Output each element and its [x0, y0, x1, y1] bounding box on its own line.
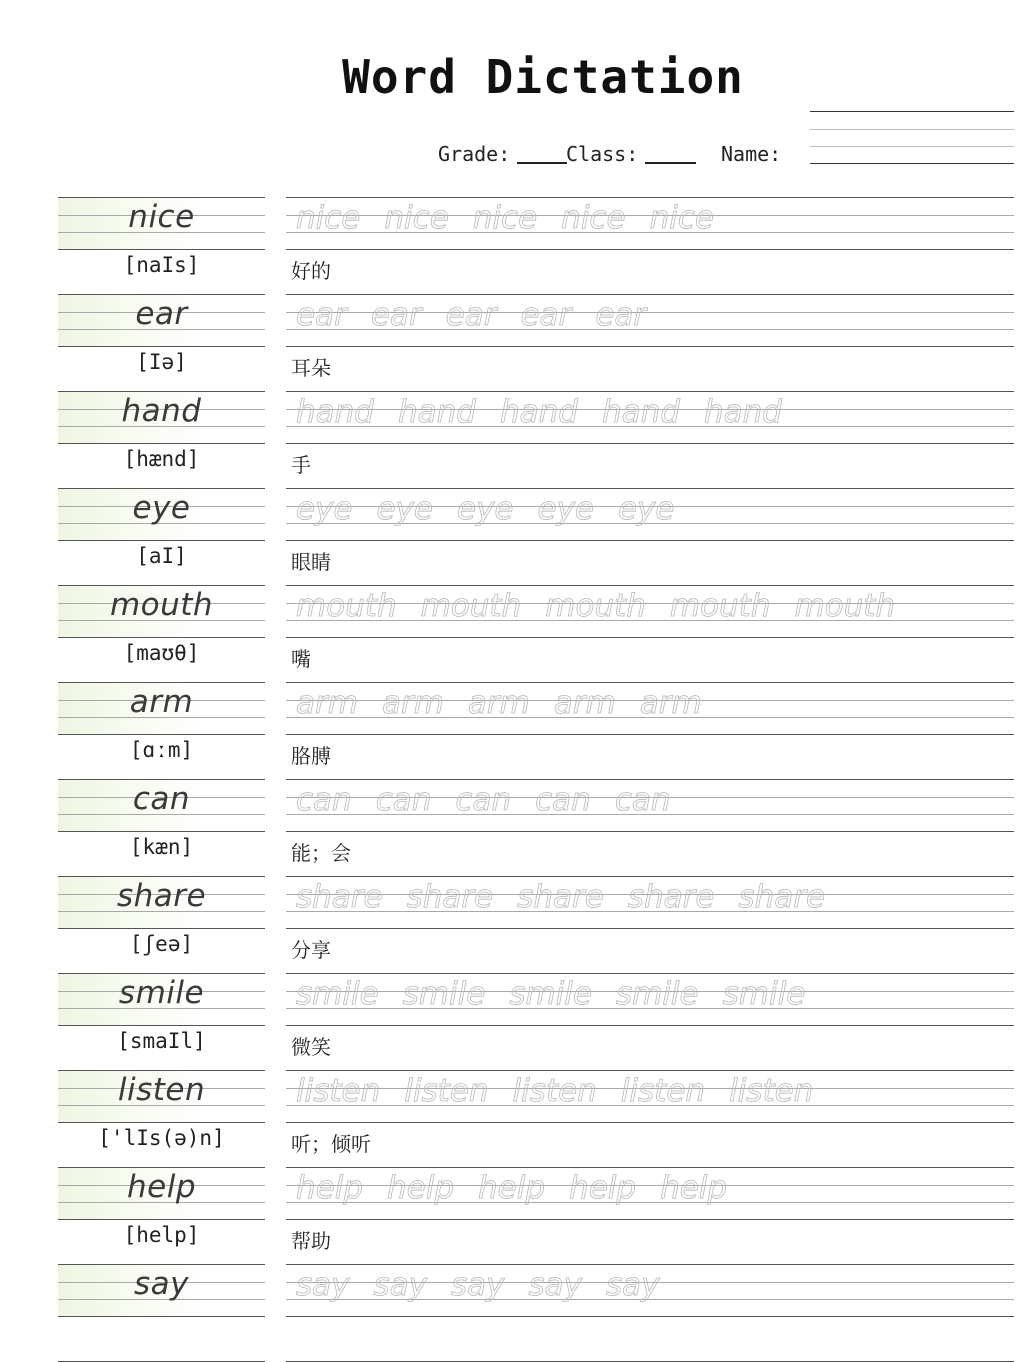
trace-word: ear: [520, 297, 572, 333]
word-guide-line: [58, 1070, 265, 1071]
phonetic-transcription: [smaIl]: [117, 1029, 206, 1053]
practice-guide-line: [286, 249, 1014, 250]
trace-word: ear: [296, 297, 347, 333]
page-title: Word Dictation: [342, 50, 744, 104]
word-guide-line: [58, 973, 265, 974]
practice-guide-line: [286, 585, 1014, 586]
trace-word: share: [296, 879, 383, 915]
tracing-practice-area[interactable]: [296, 491, 1016, 527]
trace-word: nice: [384, 200, 449, 236]
word-guide-line: [58, 831, 265, 832]
trace-word: can: [296, 782, 352, 818]
trace-word: arm: [381, 685, 444, 721]
trace-word: eye: [457, 491, 514, 527]
word-guide-line: [58, 734, 265, 735]
chinese-meaning: 胳膊: [291, 744, 331, 768]
grade-label: Grade:: [438, 142, 511, 166]
word-guide-line: [58, 1167, 265, 1168]
tracing-practice-area[interactable]: [296, 1267, 1016, 1303]
trace-word: eye: [376, 491, 433, 527]
practice-guide-line: [286, 1264, 1014, 1265]
trace-word: share: [517, 879, 604, 915]
trace-word: help: [387, 1170, 455, 1206]
name-label: Name:: [721, 142, 782, 166]
word-guide-line: [58, 488, 265, 489]
practice-guide-line: [286, 294, 1014, 295]
chinese-meaning: 眼睛: [291, 550, 331, 574]
trace-word: help: [478, 1170, 546, 1206]
vocab-word: listen: [117, 1072, 206, 1108]
practice-guide-line: [286, 928, 1014, 929]
trace-word: smile: [615, 976, 699, 1012]
trace-word: nice: [296, 200, 361, 236]
practice-guide-line: [286, 391, 1014, 392]
word-row: [0, 197, 1026, 294]
word-guide-line: [58, 197, 265, 198]
tracing-practice-area[interactable]: [296, 976, 1016, 1012]
trace-word: help: [660, 1170, 728, 1206]
trace-word: mouth: [794, 588, 896, 624]
trace-word: hand: [296, 394, 374, 430]
word-row: [0, 585, 1026, 682]
word-guide-line: [58, 346, 265, 347]
trace-word: mouth: [296, 588, 397, 624]
phonetic-transcription: [naIs]: [123, 253, 200, 277]
trace-word: nice: [472, 200, 538, 236]
trace-word: help: [296, 1170, 364, 1206]
practice-guide-line: [286, 734, 1014, 735]
word-guide-line: [58, 391, 265, 392]
chinese-meaning: 分享: [291, 938, 331, 962]
trace-word: mouth: [545, 588, 646, 624]
tracing-practice-area[interactable]: [296, 588, 1016, 624]
trace-word: listen: [620, 1073, 706, 1109]
word-guide-line: [58, 637, 265, 638]
tracing-practice-area[interactable]: [296, 685, 1016, 721]
trace-word: hand: [499, 394, 578, 430]
word-row: [0, 973, 1026, 1070]
word-guide-line: [58, 1025, 265, 1026]
trace-word: eye: [618, 491, 675, 527]
phonetic-transcription: [help]: [123, 1223, 200, 1247]
phonetic-transcription: [aI]: [136, 544, 187, 568]
trace-word: listen: [296, 1073, 381, 1109]
trace-word: say: [373, 1267, 427, 1303]
practice-guide-line: [286, 443, 1014, 444]
trace-word: share: [406, 879, 494, 915]
trace-word: listen: [512, 1073, 597, 1109]
word-guide-line: [58, 928, 265, 929]
trace-word: can: [375, 782, 432, 818]
practice-guide-line: [286, 1025, 1014, 1026]
practice-guide-line: [286, 831, 1014, 832]
name-writing-lines[interactable]: [810, 110, 1014, 166]
trace-word: say: [451, 1267, 505, 1303]
tracing-practice-area[interactable]: [296, 394, 1016, 430]
practice-guide-line: [286, 346, 1014, 347]
class-blank[interactable]: [645, 162, 696, 164]
word-guide-line: [58, 682, 265, 683]
phonetic-transcription: [kæn]: [129, 835, 194, 859]
practice-guide-line: [286, 1167, 1014, 1168]
trace-word: listen: [404, 1073, 489, 1109]
trace-word: eye: [296, 491, 353, 527]
word-guide-line: [58, 1264, 265, 1265]
word-guide-line: [58, 443, 265, 444]
trace-word: arm: [553, 685, 616, 721]
vocab-word: hand: [121, 393, 202, 429]
word-row: [0, 1167, 1026, 1264]
word-guide-line: [58, 294, 265, 295]
phonetic-transcription: [ʃeə]: [129, 932, 194, 956]
trace-word: arm: [639, 685, 702, 721]
trace-word: arm: [467, 685, 530, 721]
word-guide-line: [58, 1122, 265, 1123]
word-row: [0, 391, 1026, 488]
vocab-word: help: [126, 1169, 196, 1205]
practice-guide-line: [286, 973, 1014, 974]
practice-guide-line: [286, 637, 1014, 638]
vocab-word: share: [116, 878, 207, 914]
trace-word: share: [627, 879, 715, 915]
practice-guide-line: [286, 779, 1014, 780]
trace-word: help: [569, 1170, 637, 1206]
chinese-meaning: 手: [291, 453, 311, 477]
chinese-meaning: 微笑: [291, 1035, 331, 1059]
trace-word: hand: [703, 394, 782, 430]
word-row: [0, 682, 1026, 779]
chinese-meaning: 听；倾听: [291, 1132, 371, 1156]
word-guide-line: [58, 1316, 265, 1317]
word-row: [0, 1264, 1026, 1361]
trace-word: smile: [402, 976, 486, 1012]
word-guide-line: [58, 585, 265, 586]
trace-word: hand: [601, 394, 680, 430]
word-guide-line: [58, 876, 265, 877]
practice-guide-line: [286, 197, 1014, 198]
trace-word: smile: [509, 976, 592, 1012]
practice-guide-line: [286, 1316, 1014, 1317]
trace-word: eye: [537, 491, 594, 527]
trace-word: ear: [595, 297, 647, 333]
trace-word: say: [606, 1267, 660, 1303]
vocab-word: arm: [129, 684, 194, 720]
word-guide-line: [58, 249, 265, 250]
practice-guide-line: [286, 540, 1014, 541]
vocab-word: ear: [135, 296, 188, 332]
vocab-word: can: [132, 781, 191, 817]
word-guide-line: [58, 540, 265, 541]
word-guide-line: [58, 1219, 265, 1220]
phonetic-transcription: [hænd]: [123, 447, 200, 471]
trace-word: say: [528, 1267, 582, 1303]
vocab-word: mouth: [109, 587, 214, 623]
chinese-meaning: 耳朵: [291, 356, 331, 380]
trace-word: mouth: [420, 588, 522, 624]
trace-word: mouth: [669, 588, 771, 624]
practice-guide-line: [286, 1070, 1014, 1071]
grade-blank[interactable]: [517, 162, 567, 164]
trace-word: can: [614, 782, 671, 818]
trace-word: ear: [370, 297, 422, 333]
trace-word: nice: [649, 200, 714, 236]
vocab-word: smile: [118, 975, 205, 1011]
trace-word: smile: [296, 976, 379, 1012]
word-row: [0, 488, 1026, 585]
trace-word: share: [738, 879, 826, 915]
practice-guide-line: [286, 1122, 1014, 1123]
trace-word: nice: [561, 200, 626, 236]
word-row: [0, 876, 1026, 973]
vocab-word: nice: [128, 199, 195, 235]
word-row: [0, 779, 1026, 876]
vocab-word: say: [134, 1266, 189, 1302]
class-label: Class:: [566, 142, 639, 166]
tracing-practice-area[interactable]: [296, 782, 1016, 818]
trace-word: ear: [445, 297, 497, 333]
tracing-practice-area[interactable]: [296, 297, 1016, 333]
tracing-practice-area[interactable]: [296, 879, 1016, 915]
trace-word: smile: [722, 976, 806, 1012]
tracing-practice-area[interactable]: [296, 1073, 1016, 1109]
phonetic-transcription: ['lIs(ə)n]: [98, 1126, 225, 1150]
practice-guide-line: [286, 682, 1014, 683]
tracing-practice-area[interactable]: [296, 200, 1016, 236]
chinese-meaning: 能；会: [291, 841, 351, 865]
chinese-meaning: 嘴: [291, 647, 311, 671]
practice-guide-line: [286, 876, 1014, 877]
trace-word: can: [535, 782, 591, 818]
practice-guide-line: [286, 488, 1014, 489]
trace-word: can: [455, 782, 512, 818]
trace-word: arm: [296, 685, 358, 721]
chinese-meaning: 好的: [291, 259, 331, 283]
phonetic-transcription: [maʊθ]: [123, 641, 200, 665]
vocab-word: eye: [132, 490, 191, 526]
trace-word: listen: [729, 1073, 814, 1109]
phonetic-transcription: [Iə]: [136, 350, 187, 374]
phonetic-transcription: [ɑːm]: [129, 738, 194, 762]
tracing-practice-area[interactable]: [296, 1170, 1016, 1206]
trace-word: say: [296, 1267, 350, 1303]
word-guide-line: [58, 779, 265, 780]
word-row: [0, 1070, 1026, 1167]
chinese-meaning: 帮助: [291, 1229, 331, 1253]
trace-word: hand: [397, 394, 476, 430]
word-row: [0, 294, 1026, 391]
practice-guide-line: [286, 1219, 1014, 1220]
